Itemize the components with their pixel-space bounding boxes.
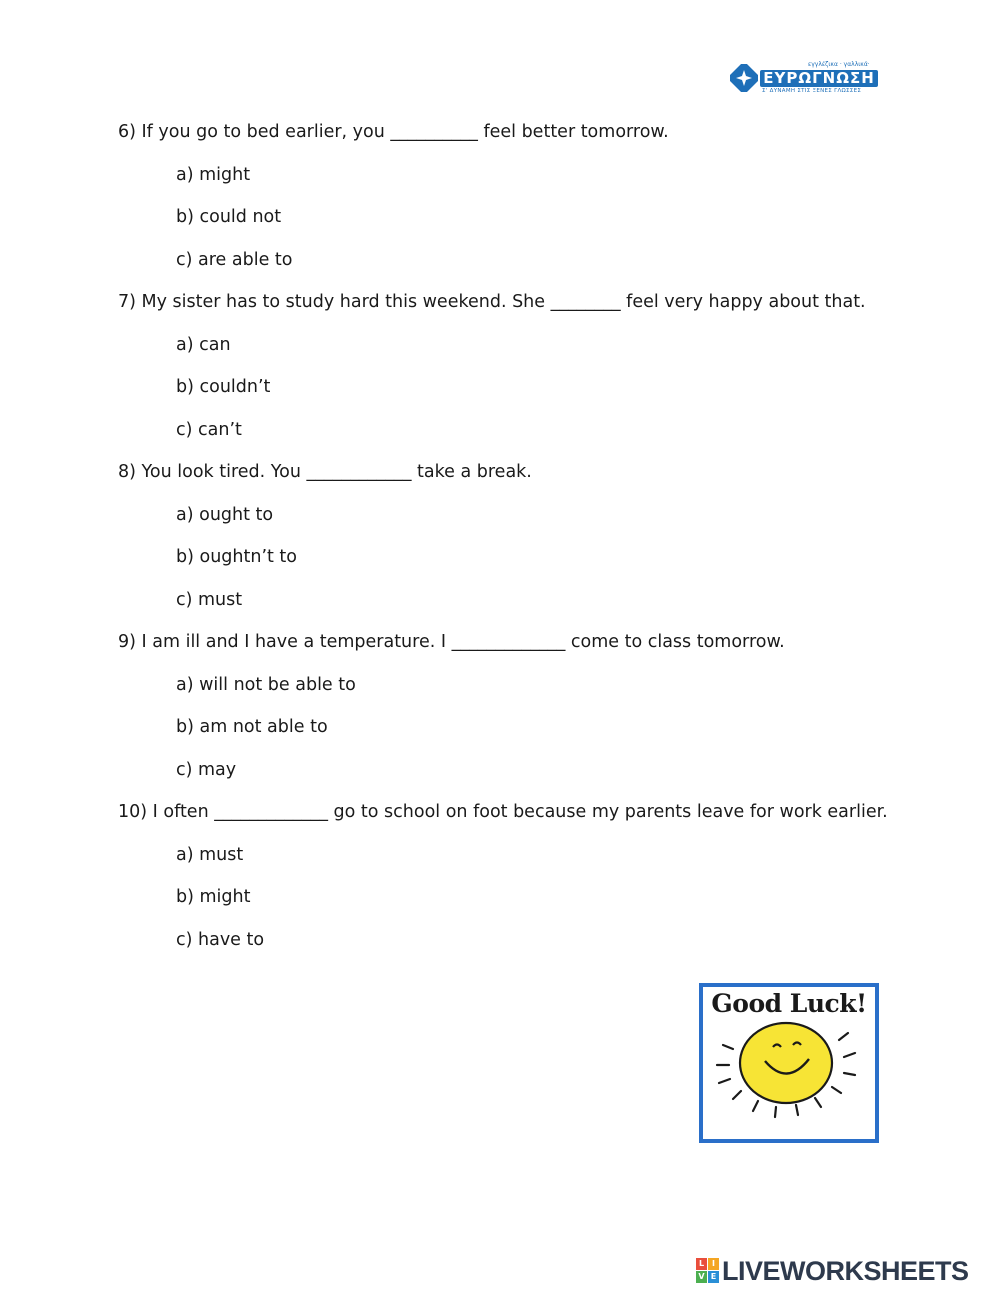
badge-letter: V: [696, 1271, 707, 1283]
question-9: [118, 627, 888, 785]
liveworksheets-footer[interactable]: [696, 1256, 996, 1286]
good-luck-text: Good Luck!: [711, 989, 867, 1018]
option-c[interactable]: c) may: [176, 759, 237, 780]
option-c[interactable]: c) are able to: [176, 249, 293, 270]
option-a[interactable]: a) will not be able to: [176, 674, 356, 695]
logo-tagline: Σ' ΔΥΝΑΜΗ ΣΤΙΣ ΞΕΝΕΣ ΓΛΩΣΣΕΣ: [762, 88, 862, 94]
question-text: 10) I often _____________ go to school on foot because my parents leave for work earlier.: [118, 802, 888, 822]
option-a[interactable]: a) must: [176, 844, 244, 865]
liveworksheets-badge-icon: [696, 1258, 720, 1284]
worksheet-content: [118, 117, 888, 967]
badge-letter: I: [708, 1258, 719, 1270]
good-luck-panel: [703, 987, 875, 1139]
star-emblem-icon: [730, 64, 758, 92]
publisher-logo: [730, 60, 880, 96]
option-c[interactable]: c) must: [176, 589, 243, 610]
question-text: 6) If you go to bed earlier, you __________ feel better tomorrow.: [118, 122, 669, 142]
logo-tagline-top: εγγλέζικα · γαλλικά·: [808, 61, 870, 68]
question-text: 9) I am ill and I have a temperature. I _____________ come to class tomorrow.: [118, 632, 785, 652]
option-c[interactable]: c) have to: [176, 929, 265, 950]
question-text: 8) You look tired. You ____________ take a break.: [118, 462, 532, 482]
liveworksheets-label: LIVEWORKSHEETS: [722, 1256, 969, 1286]
badge-letter: L: [696, 1258, 707, 1270]
good-luck-image: [699, 983, 879, 1143]
question-text: 7) My sister has to study hard this weekend. She ________ feel very happy about that.: [118, 292, 866, 312]
option-a[interactable]: a) might: [176, 164, 251, 185]
option-b[interactable]: b) could not: [176, 207, 282, 227]
sun-face: [740, 1023, 832, 1103]
question-7: [118, 287, 888, 445]
question-10: [118, 797, 888, 955]
option-c[interactable]: c) can’t: [176, 419, 242, 440]
option-b[interactable]: b) couldn’t: [176, 377, 271, 397]
option-a[interactable]: a) ought to: [176, 504, 274, 525]
question-6: [118, 117, 888, 275]
option-b[interactable]: b) am not able to: [176, 717, 328, 737]
option-b[interactable]: b) might: [176, 887, 251, 907]
badge-letter: E: [708, 1271, 719, 1283]
option-b[interactable]: b) oughtn’t to: [176, 547, 298, 567]
logo-brand: ΕΥΡΩΓΝΩΣΗ: [760, 70, 878, 87]
option-a[interactable]: a) can: [176, 334, 231, 355]
question-8: [118, 457, 888, 615]
